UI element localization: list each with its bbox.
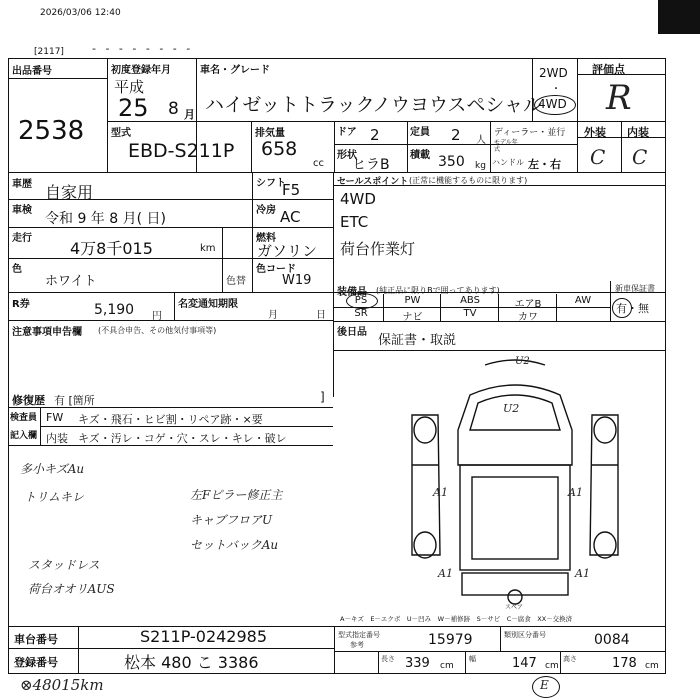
capacity-unit: 人 [476,135,486,146]
aircon-value: AC [280,208,301,226]
load-value: 350 [438,154,465,170]
displacement-label: 排気量 [255,128,285,139]
check-label-1: 検査員 [10,413,38,423]
equip-navi: ナビ [402,312,423,323]
first-reg-month-unit: 月 [184,108,195,121]
hand-note-1: 多小キズAu [20,462,85,476]
after-fit-value: 保証書・取説 [378,333,457,348]
shape-value: ヒラB [352,157,390,173]
color-code-label: 色コード [256,264,296,275]
model-year-label: モデル年式 [494,139,518,153]
check-label-2: 記入欄 [10,431,38,441]
displacement-value: 658 [261,138,298,160]
equip-abs: ABS [460,295,480,306]
equip-airbag: エアB [514,299,542,310]
handle-label: ハンドル [492,158,524,167]
int-label: 内装 [627,126,649,139]
truck-diagram [390,355,640,610]
diagram-mark-rear-left: A1 [438,567,453,580]
ext-label: 外装 [584,126,606,139]
tax-day: 日 [316,310,326,321]
inspection-label: 車検 [12,205,32,216]
warranty-value: 有・無 [616,302,649,315]
lot-label: 出品番号 [12,66,52,77]
spare-label: スペア [505,604,524,611]
height-value: 178 [612,656,637,671]
int-value: C [632,145,648,169]
width-label: 幅 [469,655,476,663]
damage-legend: A－キズ E－エクボ U－凹み W－補修跡 S－サビ C－腐食 XX－交換済 [340,615,573,623]
corner-mark [658,0,700,34]
drive-dot: ・ [551,84,561,95]
diagram-mark-rear-right: A1 [575,567,590,580]
history-value: 自家用 [45,183,94,202]
chassis-value: S211P-0242985 [140,627,268,646]
length-unit: cm [440,661,454,671]
check-int-items: キズ・汚レ・コゲ・穴・スレ・キレ・破レ [78,432,287,445]
car-name-label: 車名・グレード [200,65,270,76]
sales-point-3: 荷台作業灯 [340,240,416,258]
hand-note-3: 左Fピラー修正主 [190,488,283,502]
diagram-mark-right: A1 [568,486,583,499]
height-unit: cm [645,661,659,671]
equip-ps: PS [354,295,368,306]
mileage-unit: km [200,243,216,254]
class-num-label: 類別区分番号 [504,631,546,639]
hand-note-2: トリムキレ [24,490,84,504]
car-grade: ノウヨウスペシャル [372,94,543,116]
print-timestamp: 2026/03/06 12:40 [40,8,121,18]
diagram-mark-front: U2 [515,356,530,367]
aircon-label: 冷房 [256,205,276,216]
car-name: ハイゼットトラック [205,94,375,116]
color-label: 色 [12,264,22,275]
shift-value: F5 [282,181,301,199]
color-value: ホワイト [45,274,97,289]
header-dashes: - - - - - - - - [92,42,194,55]
ext-value: C [590,145,606,169]
check-fw-items: キズ・飛石・ヒビ割・リペア跡・×要 [78,413,263,426]
equip-leather: カワ [518,312,538,323]
check-int-head: 内装 [46,432,68,445]
rating-value: R [606,78,632,118]
dealer-label: ディーラー・並行 [494,128,566,138]
hand-note-7: 荷台オオリAUS [28,582,115,596]
notes-sub: (不具合申告、その他気付事項等) [98,326,217,335]
recycle-unit: 円 [152,311,162,322]
color-change-label: 色替 [226,276,246,287]
class-num-value: 0084 [594,632,630,648]
doors-value: 2 [370,126,380,144]
recycle-value: 5,190 [94,302,135,318]
rating-label: 評価点 [592,63,625,76]
tax-label: 名変通知期限 [178,299,238,310]
load-label: 積載 [410,150,430,161]
equip-sr: SR [354,308,368,319]
plate-label: 登録番号 [14,656,58,669]
chassis-label: 車台番号 [14,633,58,646]
diagram-mark-left: A1 [433,486,448,499]
footer-stamp: E [540,678,549,692]
diagram-mark-top: U2 [503,402,520,415]
fuel-label: 燃料 [256,233,276,244]
sales-point-1: 4WD [340,190,376,208]
hand-note-6: スタッドレス [28,558,100,572]
equipment-label: 装備品 [337,287,367,298]
recycle-label: R券 [12,299,30,310]
doors-label: ドア [337,127,357,138]
history-label: 車歴 [12,179,32,190]
width-value: 147 [512,656,537,671]
mileage-label: 走行 [12,233,32,244]
hand-note-5: セットバックAu [190,538,279,552]
model-value: EBD-S211P [128,140,235,162]
mileage-value: 4万8千015 [70,239,153,258]
capacity-value: 2 [451,126,461,144]
drive-2wd: 2WD [539,66,568,80]
repair-label: 修復歴 [12,394,45,407]
sales-point-2: ETC [340,213,369,231]
width-unit: cm [545,661,559,671]
color-code-value: W19 [282,273,312,288]
first-reg-year: 25 [118,94,149,122]
check-fw-head: FW [46,411,64,424]
lot-number: 2538 [18,116,85,146]
footer-mileage-note: ⊗48015km [20,676,104,694]
first-reg-label: 初度登録年月 [111,65,171,76]
plate-value: 松本 480 こ 3386 [124,653,259,672]
capacity-label: 定員 [410,127,430,138]
shift-label: シフト [256,178,286,189]
shape-label: 形状 [337,150,357,161]
equip-tv: TV [463,308,477,319]
displacement-unit: cc [313,158,324,169]
repair-value: 有 [箇所 [54,394,95,407]
first-reg-month: 8 [168,99,179,119]
equipment-sub: (純正品に限りBで囲ってあります) [376,286,500,295]
type-num-value: 15979 [428,632,473,648]
height-label: 高さ [563,655,577,663]
warranty-circle [612,298,632,318]
first-reg-era: 平成 [114,78,145,96]
equip-ps-circle [346,293,378,309]
length-value: 339 [405,656,430,671]
equip-pw: PW [404,295,421,306]
sales-points-sub: (正常に機能するものに限ります) [409,176,528,185]
tax-month: 月 [268,310,278,321]
type-num-label: 型式指定番号 [338,631,380,639]
length-label: 長さ [381,655,395,663]
ref-label: 参考 [350,641,364,649]
inspection-value: 令和 9 年 8 月( 日) [45,211,166,227]
sales-points-label: セールスポイント [337,177,409,187]
drive-4wd: 4WD [538,97,567,111]
sheet-code: [2117] [34,47,64,57]
after-fit-label: 後日品 [337,327,367,338]
warranty-label: 新車保証書 [615,284,655,293]
load-unit: kg [475,161,486,171]
model-label: 型式 [111,128,131,139]
equip-aw: AW [574,295,592,306]
hand-note-4: キャブフロアU [190,513,273,527]
handle-value: 左・右 [528,158,561,171]
repair-bracket: ] [320,390,325,404]
notes-label: 注意事項申告欄 [12,327,82,338]
fuel-value: ガソリン [257,242,318,260]
